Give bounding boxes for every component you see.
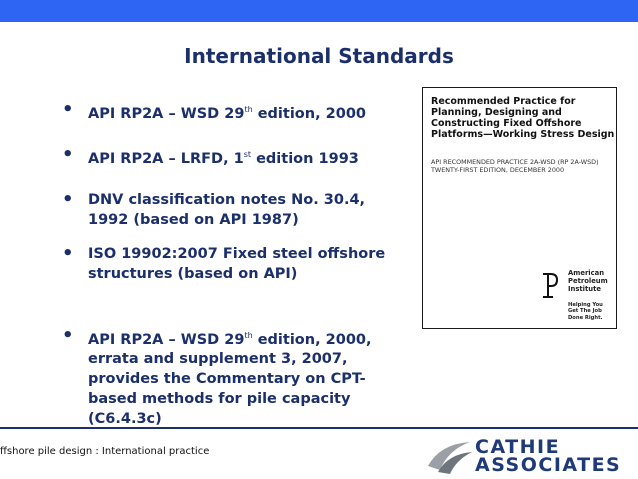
slide-title: International Standards — [184, 44, 454, 68]
cathie-logo-icon — [424, 436, 474, 476]
logo-wordmark-line2: ASSOCIATES — [475, 454, 622, 476]
bullet-item: • API RP2A – LRFD, 1st edition 1993 — [62, 143, 359, 167]
cover-subtitle: API RECOMMENDED PRACTICE 2A-WSD (RP 2A-WSD) TWENTY-FIRST EDITION, DECEMBER 2000 — [431, 158, 599, 174]
bullet-dot-icon: • — [62, 242, 74, 264]
footer-text: ffshore pile design : International practice — [0, 446, 210, 457]
footer-divider — [0, 427, 638, 429]
bullet-item: • DNV classification notes No. 30.4, 1992 (based on API 1987) — [62, 188, 366, 228]
bullet-dot-icon: • — [62, 324, 74, 346]
bullet-item: • API RP2A – WSD 29th edition, 2000 — [62, 99, 367, 122]
bullet-dot-icon: • — [62, 188, 74, 210]
bullet-item: • ISO 19902:2007 Fixed steel offshore structures (based on API) — [62, 242, 386, 282]
api-document-cover — [422, 87, 617, 329]
bullet-item: • API RP2A – WSD 29th edition, 2000, errata and supplement 3, 2007, provides the Commentary on CPT-based methods for pile capacity (C6.4.3c) — [62, 324, 372, 428]
api-name: American Petroleum Institute — [568, 269, 608, 293]
logo-wordmark-line1: CATHIE — [475, 436, 561, 458]
bullet-dot-icon: • — [62, 99, 74, 120]
bullet-list — [62, 100, 407, 429]
api-logo-icon — [540, 271, 560, 299]
cover-title: Recommended Practice for Planning, Designing and Constructing Fixed Offshore Platforms—Working Stress Design — [431, 96, 615, 140]
top-accent-bar — [0, 0, 638, 22]
bullet-dot-icon: • — [62, 143, 74, 165]
api-tagline: Helping You Get The Job Done Right. — [568, 302, 603, 321]
